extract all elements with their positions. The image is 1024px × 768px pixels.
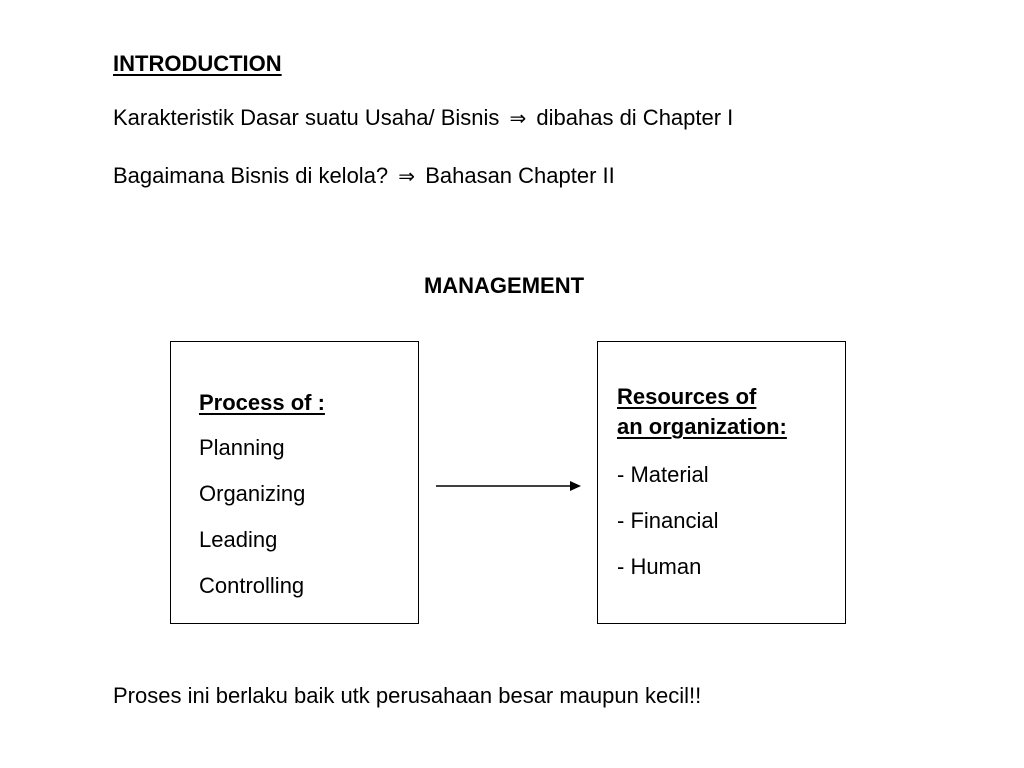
implies-arrow-icon: ⇒ (509, 106, 527, 130)
resource-item-human: - Human (617, 554, 702, 579)
intro-line-2-target: Bahasan Chapter II (425, 163, 615, 188)
resource-item-material: - Material (617, 462, 709, 487)
intro-line-chapter-2 (113, 163, 615, 189)
process-item-planning: Planning (199, 435, 285, 460)
process-box-title: Process of : (199, 390, 325, 415)
intro-line-chapter-1 (113, 105, 733, 131)
resources-box-title-line-1: Resources of (617, 384, 757, 409)
management-heading: MANAGEMENT (423, 273, 585, 298)
resources-box (597, 341, 846, 624)
process-box (170, 341, 419, 624)
process-item-controlling: Controlling (199, 573, 305, 598)
process-item-organizing: Organizing (199, 481, 306, 506)
process-item-leading: Leading (199, 527, 278, 552)
intro-line-1-text: Karakteristik Dasar suatu Usaha/ Bisnis (113, 105, 500, 130)
resource-item-financial: - Financial (617, 508, 719, 533)
slide-title: INTRODUCTION (113, 51, 282, 76)
resources-box-title (617, 382, 787, 442)
intro-line-1-target: dibahas di Chapter I (536, 105, 734, 130)
intro-line-2-text: Bagaimana Bisnis di kelola? (113, 163, 389, 188)
implies-arrow-icon: ⇒ (398, 164, 416, 188)
footer-note: Proses ini berlaku baik utk perusahaan besar maupun kecil!! (113, 683, 702, 708)
process-to-resources-arrow (435, 476, 585, 498)
resources-box-title-line-2: an organization: (617, 414, 787, 439)
